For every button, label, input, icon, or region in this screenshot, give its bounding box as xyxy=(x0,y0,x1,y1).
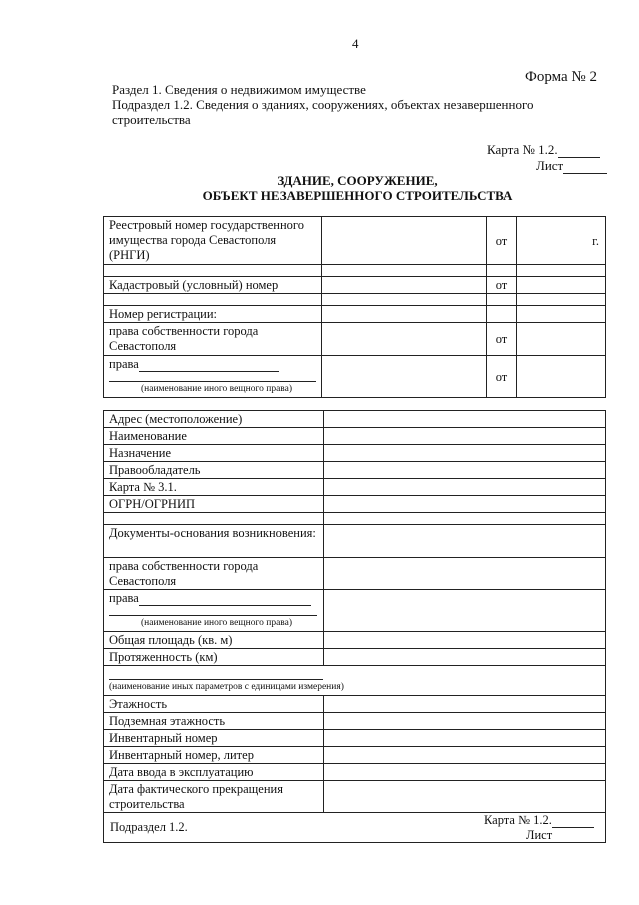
name-value xyxy=(324,428,606,445)
other-right-value xyxy=(322,356,487,398)
card31-label: Карта № 3.1. xyxy=(104,479,324,496)
footer-card xyxy=(484,813,594,828)
cadastral-from: от xyxy=(487,277,517,294)
registry-table xyxy=(103,216,606,398)
area-label: Общая площадь (кв. м) xyxy=(104,632,324,649)
spacer-cell xyxy=(322,294,487,306)
commissioning-label: Дата ввода в эксплуатацию xyxy=(104,764,324,781)
document-title-line1: ЗДАНИЕ, СООРУЖЕНИЕ, xyxy=(277,173,438,188)
other-params-caption: (наименование иных параметров с единицами измерения) xyxy=(109,682,344,692)
sheet-blank xyxy=(563,162,607,174)
floors-label: Этажность xyxy=(104,696,324,713)
footer-sheet-blank xyxy=(552,831,596,843)
spacer-cell xyxy=(487,265,517,277)
card-number-blank xyxy=(558,146,600,158)
rngi-label: Реестровый номер государственного имущества города Севастополя (РНГИ) xyxy=(104,217,322,265)
footer-card-blank xyxy=(552,816,594,828)
address-label: Адрес (местоположение) xyxy=(104,411,324,428)
other-right-caption: (наименование иного вещного права) xyxy=(141,384,293,394)
length-value xyxy=(324,649,606,666)
floors-value xyxy=(324,696,606,713)
inventory-label: Инвентарный номер xyxy=(104,730,324,747)
spacer-cell xyxy=(322,265,487,277)
commissioning-value xyxy=(324,764,606,781)
ogrn-label: ОГРН/ОГРНИП xyxy=(104,496,324,513)
spacer-cell xyxy=(487,294,517,306)
other-right-label xyxy=(104,356,322,398)
spacer-cell xyxy=(104,265,322,277)
doc-other-right-blank xyxy=(139,594,311,606)
documents-value xyxy=(324,525,606,558)
underground-value xyxy=(324,713,606,730)
area-value xyxy=(324,632,606,649)
inventory-value xyxy=(324,730,606,747)
registration-value xyxy=(322,306,487,323)
doc-ownership-label: права собственности города Севастополя xyxy=(104,558,324,590)
card-number-header xyxy=(487,142,600,158)
page-number: 4 xyxy=(352,36,359,51)
other-right-blank xyxy=(139,360,279,372)
form-label: Форма № 2 xyxy=(525,69,597,85)
rngi-year: г. xyxy=(517,217,606,265)
purpose-label: Назначение xyxy=(104,445,324,462)
holder-value xyxy=(324,462,606,479)
ownership-label: права собственности города Севастополя xyxy=(104,323,322,356)
registration-label: Номер регистрации: xyxy=(104,306,322,323)
card-label: Карта № 1.2. xyxy=(487,142,558,157)
stop-date-label: Дата фактического прекращения строительства xyxy=(104,781,324,813)
doc-other-right-label xyxy=(104,590,324,632)
sheet-label: Лист xyxy=(536,158,564,173)
cadastral-value xyxy=(322,277,487,294)
other-params-cell xyxy=(104,666,606,696)
spacer-cell xyxy=(104,513,324,525)
ownership-date xyxy=(517,323,606,356)
cadastral-label: Кадастровый (условный) номер xyxy=(104,277,322,294)
inventory-liter-label: Инвентарный номер, литер xyxy=(104,747,324,764)
table-footer-cell xyxy=(104,813,606,843)
footer-card-label: Карта № 1.2. xyxy=(484,813,552,827)
inventory-liter-value xyxy=(324,747,606,764)
doc-other-right-value xyxy=(324,590,606,632)
length-label: Протяженность (км) xyxy=(104,649,324,666)
sheet-header xyxy=(536,158,607,174)
registration-date xyxy=(517,306,606,323)
holder-label: Правообладатель xyxy=(104,462,324,479)
underground-label: Подземная этажность xyxy=(104,713,324,730)
ownership-value xyxy=(322,323,487,356)
card31-value xyxy=(324,479,606,496)
doc-other-right-blank-line xyxy=(109,606,317,616)
other-right-from: от xyxy=(487,356,517,398)
footer-subsection: Подраздел 1.2. xyxy=(110,820,188,834)
rngi-from: от xyxy=(487,217,517,265)
documents-label: Документы-основания возникновения: xyxy=(104,525,324,558)
stop-date-value xyxy=(324,781,606,813)
cadastral-date xyxy=(517,277,606,294)
footer-sheet-label: Лист xyxy=(526,828,553,842)
object-details-table xyxy=(103,410,606,843)
other-right-word: права xyxy=(109,357,139,371)
rngi-value xyxy=(322,217,487,265)
footer-sheet xyxy=(526,828,596,843)
doc-ownership-value xyxy=(324,558,606,590)
spacer-cell xyxy=(104,294,322,306)
registration-from xyxy=(487,306,517,323)
other-right-blank-line xyxy=(109,372,316,382)
spacer-cell xyxy=(517,294,606,306)
document-title-line2: ОБЪЕКТ НЕЗАВЕРШЕННОГО СТРОИТЕЛЬСТВА xyxy=(202,188,513,203)
ogrn-value xyxy=(324,496,606,513)
doc-other-right-word: права xyxy=(109,591,139,605)
spacer-cell xyxy=(517,265,606,277)
doc-other-right-caption: (наименование иного вещного права) xyxy=(141,618,293,628)
purpose-value xyxy=(324,445,606,462)
name-label: Наименование xyxy=(104,428,324,445)
spacer-cell xyxy=(324,513,606,525)
other-right-date xyxy=(517,356,606,398)
section-heading: Раздел 1. Сведения о недвижимом имуществе xyxy=(112,82,366,97)
address-value xyxy=(324,411,606,428)
subsection-heading-line1: Подраздел 1.2. Сведения о зданиях, сооружениях, объектах незавершенного xyxy=(112,97,534,112)
ownership-from: от xyxy=(487,323,517,356)
subsection-heading-line2: строительства xyxy=(112,112,191,127)
